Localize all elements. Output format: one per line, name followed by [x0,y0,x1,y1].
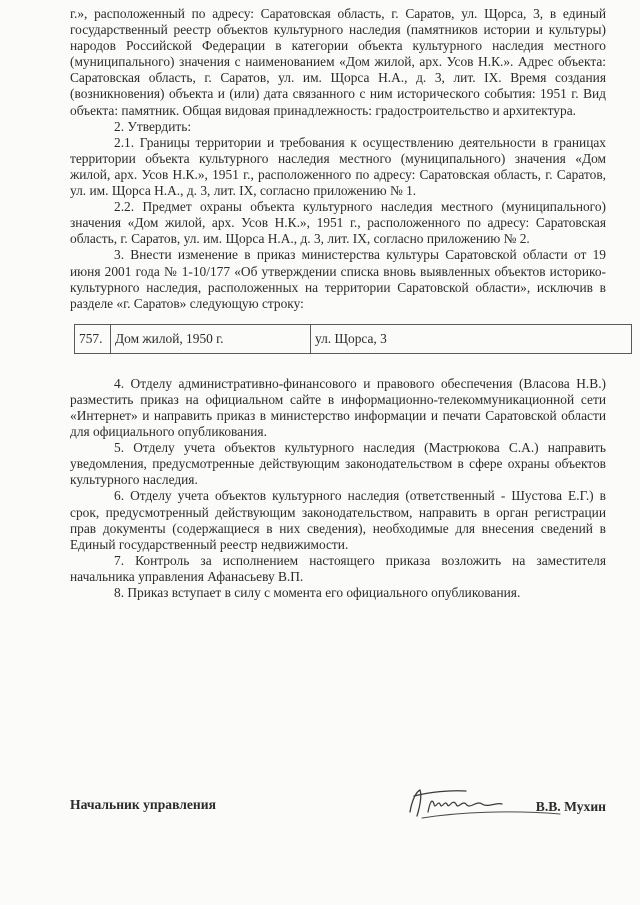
excluded-row-table [74,324,632,354]
table-cell-name: Дом жилой, 1950 г. [111,325,311,353]
paragraph-item-3: 3. Внести изменение в приказ министерства культуры Саратовской области от 19 июня 2001 года № 1-10/177 «Об утверждении списка вновь выявленных объектов историко-культурного наследия, расположенных на территории Саратовской области», исключив в разделе «г. Саратов» следующую строку: [70,247,606,311]
paragraph-item-2: 2. Утвердить: [114,118,192,134]
signature-block [70,782,606,826]
paragraph-item-2-2: 2.2. Предмет охраны объекта культурного наследия местного (муниципального) значения «Дом жилой, арх. Усов Н.К.», 1951 г., расположенного по адресу: Саратовская область, г. Саратов, ул. им. Щорса Н.А., д. 3, лит. IX, согласно приложению № 2. [70,199,606,247]
paragraph-object-description: г.», расположенный по адресу: Саратовская область, г. Саратов, ул. Щорса, 3, в единый государственный реестр объектов культурного наследия (памятников истории и культуры) народов Российской Федерации в категории объекта культурного наследия местного (муниципального) значения с наименованием «Дом жилой, арх. Усов Н.К.». Адрес объекта: Саратовская область, г. Саратов, ул. им. Щорса Н.А., д. 3, лит. IX. Время создания (возникновения) объекта и (или) дата связанного с ним исторического события: 1951 г. Вид объекта: памятник. Общая видовая принадлежность: градостроительство и архитектура. [70,6,606,118]
paragraph-item-6: 6. Отделу учета объектов культурного наследия (ответственный - Шустова Е.Г.) в срок, предусмотренный действующим законодательством, направить в орган регистрации прав документы (содержащиеся в них сведения), необходимые для внесения сведений в Единый государственный реестр недвижимости. [70,488,606,552]
paragraph-item-2-1: 2.1. Границы территории и требования к осуществлению деятельности в границах территории объекта культурного наследия местного (муниципального) значения «Дом жилой, арх. Усов Н.К.», 1951 г., расположенного по адресу: Саратовская область, г. Саратов, ул. им. Щорса Н.А., д. 3, лит. IX, согласно приложению № 1. [70,134,606,199]
spacer [70,354,606,376]
paragraph-item-8: 8. Приказ вступает в силу с момента его официального опубликования. [114,585,521,600]
paragraph-item-4: 4. Отделу административно-финансового и правового обеспечения (Власова Н.В.) разместить приказ на официальном сайте в информационно-телекоммуникационной сети «Интернет» и направить приказ в министерство информации и печати Саратовской области для официального опубликования. [70,375,606,440]
signatory-title: Начальник управления [70,797,216,812]
signatory-name: В.В. Мухин [535,799,606,814]
table-cell-number: 757. [75,325,111,353]
paragraph-item-5: 5. Отделу учета объектов культурного наследия (Мастрюкова С.А.) направить уведомления, предусмотренные действующим законодательством в сфере охраны объектов культурного наследия. [70,440,606,488]
table-cell-address: ул. Щорса, 3 [315,330,387,346]
paragraph-item-7: 7. Контроль за исполнением настоящего приказа возложить на заместителя начальника управления Афанасьеву В.П. [70,552,606,584]
